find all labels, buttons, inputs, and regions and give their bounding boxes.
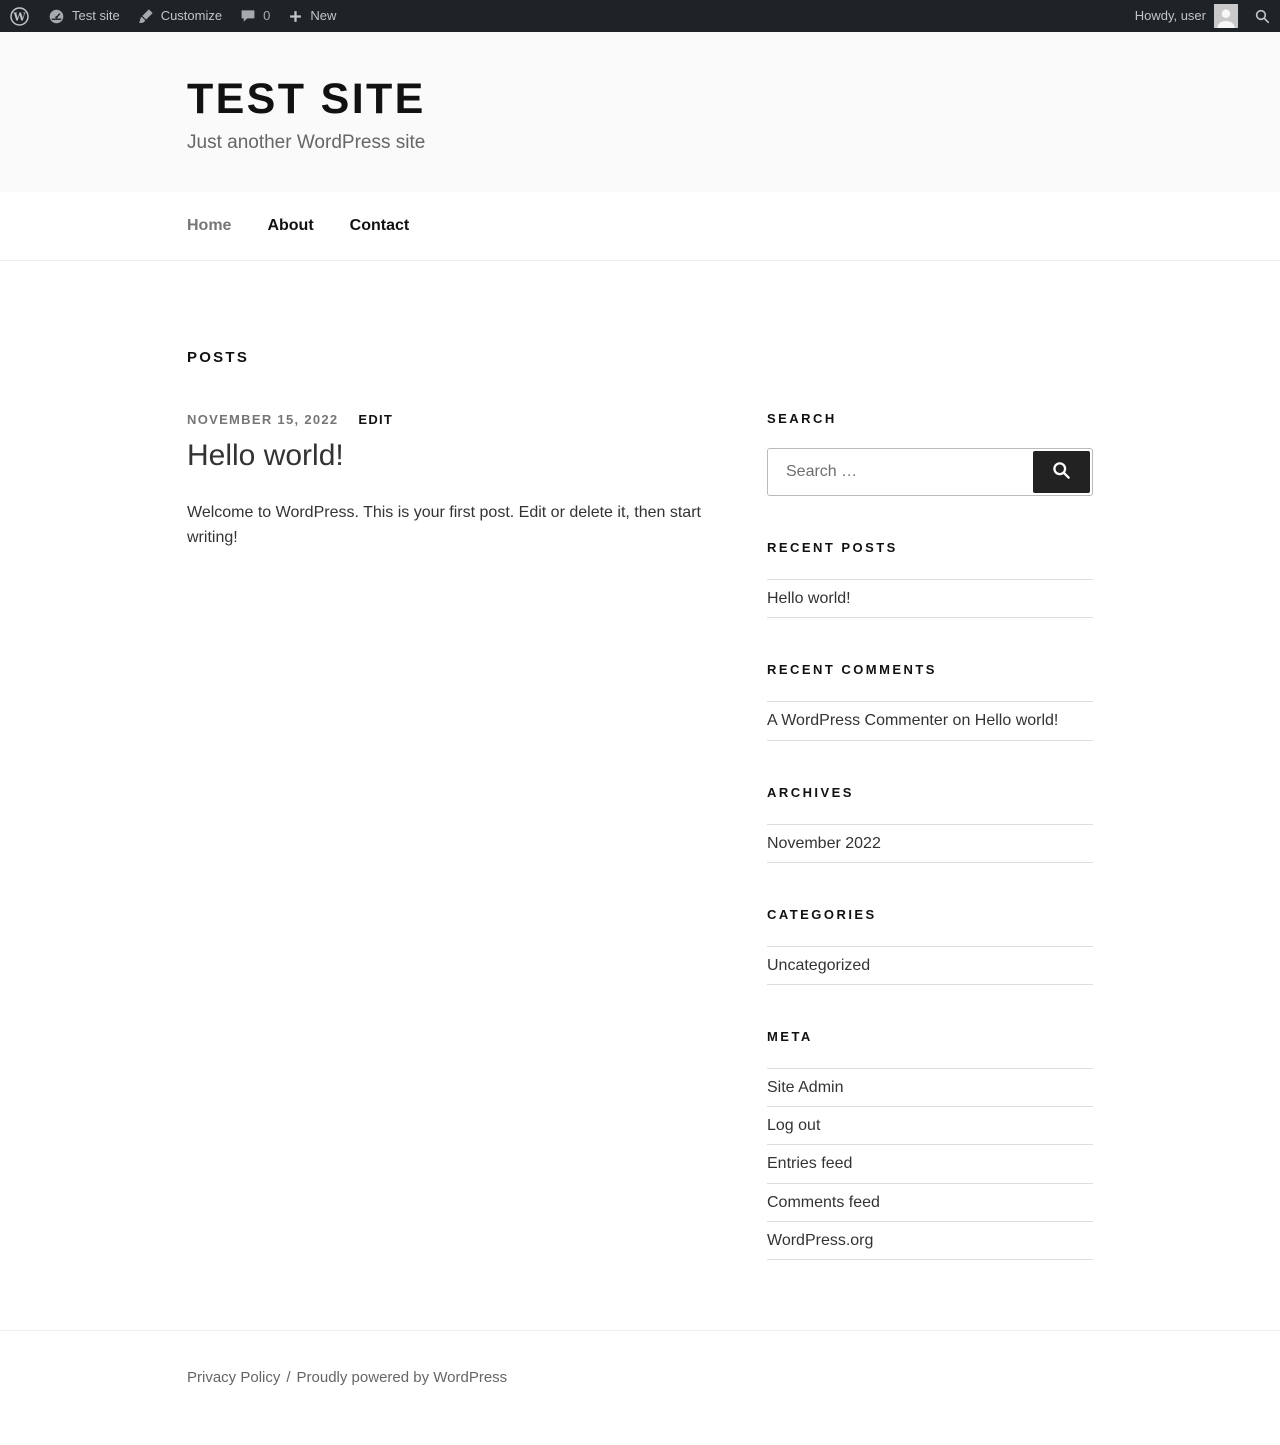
archive-link[interactable]: November 2022	[767, 834, 881, 852]
search-widget-title: SEARCH	[767, 411, 837, 427]
comments-bubble-icon	[240, 8, 256, 24]
avatar	[1214, 4, 1238, 28]
site-title-link[interactable]: TEST SITE	[187, 75, 426, 123]
plus-icon	[288, 9, 303, 24]
customize-brush-icon	[138, 8, 154, 24]
search-form	[767, 448, 1093, 496]
search-icon	[1051, 460, 1072, 484]
admin-bar-search[interactable]	[1245, 0, 1280, 32]
search-widget	[767, 411, 1093, 496]
entry-meta	[187, 412, 712, 427]
wordpress-logo-icon	[9, 6, 30, 27]
admin-bar-comments[interactable]	[231, 0, 279, 32]
content-area	[187, 261, 1093, 1330]
nav-item-home[interactable]: Home	[187, 217, 232, 235]
comments-count: 0	[263, 8, 271, 23]
meta-title: META	[767, 1029, 813, 1045]
recent-posts-title: RECENT POSTS	[767, 540, 898, 556]
categories-title: CATEGORIES	[767, 906, 877, 922]
recent-comments-widget	[767, 662, 1093, 740]
site-name-label: Test site	[72, 8, 120, 23]
post-title	[187, 437, 712, 475]
admin-bar-customize[interactable]	[129, 0, 231, 32]
list-item	[767, 825, 1093, 863]
sidebar	[767, 411, 1093, 1260]
comment-author-link[interactable]: A WordPress Commenter	[767, 712, 949, 730]
list-item	[767, 580, 1093, 618]
dashboard-icon	[48, 8, 65, 25]
page-title: POSTS	[187, 349, 250, 367]
meta-wordpress-org-link[interactable]: WordPress.org	[767, 1231, 874, 1249]
archives-widget	[767, 785, 1093, 863]
customize-label: Customize	[160, 8, 223, 23]
site-footer	[0, 1330, 1280, 1432]
wordpress-logo-menu[interactable]	[0, 0, 39, 32]
post-title-link[interactable]: Hello world!	[187, 439, 344, 473]
meta-widget	[767, 1029, 1093, 1260]
recent-posts-widget	[767, 540, 1093, 618]
list-item	[767, 947, 1093, 985]
meta-site-admin-link[interactable]: Site Admin	[767, 1079, 844, 1097]
search-icon	[1254, 8, 1271, 25]
meta-log-out-link[interactable]: Log out	[767, 1117, 821, 1135]
archives-title: ARCHIVES	[767, 784, 854, 800]
list-item	[767, 1107, 1093, 1145]
privacy-policy-link[interactable]: Privacy Policy	[187, 1368, 281, 1386]
admin-bar-new[interactable]	[279, 0, 345, 32]
main-column	[187, 349, 712, 1260]
search-submit-button[interactable]	[1033, 451, 1090, 493]
list-item	[767, 1069, 1093, 1107]
recent-comments-title: RECENT COMMENTS	[767, 662, 937, 678]
recent-post-link[interactable]: Hello world!	[767, 590, 851, 608]
list-item	[767, 1145, 1093, 1183]
list-item	[767, 1222, 1093, 1260]
powered-by-link[interactable]: Proudly powered by WordPress	[296, 1368, 508, 1386]
svg-text:W: W	[13, 9, 26, 23]
admin-bar	[0, 0, 1280, 32]
meta-comments-feed-link[interactable]: Comments feed	[767, 1193, 880, 1211]
post-edit-link[interactable]: EDIT	[358, 412, 394, 428]
post-date-link[interactable]: NOVEMBER 15, 2022	[187, 412, 339, 428]
post-article	[187, 412, 712, 550]
post-body: Welcome to WordPress. This is your first post. Edit or delete it, then start writing!	[187, 503, 701, 546]
comment-post-link[interactable]: Hello world!	[974, 712, 1059, 730]
nav-item-contact[interactable]: Contact	[349, 217, 410, 235]
new-label: New	[310, 8, 337, 23]
comment-connector: on	[948, 712, 975, 730]
list-item	[767, 1184, 1093, 1222]
nav-item-about[interactable]: About	[267, 217, 314, 235]
category-link[interactable]: Uncategorized	[767, 956, 871, 974]
admin-bar-my-account[interactable]	[1126, 0, 1245, 32]
list-item	[767, 702, 1093, 740]
howdy-label: Howdy, user	[1134, 8, 1206, 23]
categories-widget	[767, 907, 1093, 985]
top-navigation	[0, 192, 1280, 261]
site-tagline: Just another WordPress site	[187, 132, 426, 154]
admin-bar-site-name[interactable]	[39, 0, 129, 32]
site-header	[0, 32, 1280, 192]
meta-entries-feed-link[interactable]: Entries feed	[767, 1155, 853, 1173]
footer-separator: /	[286, 1368, 291, 1386]
